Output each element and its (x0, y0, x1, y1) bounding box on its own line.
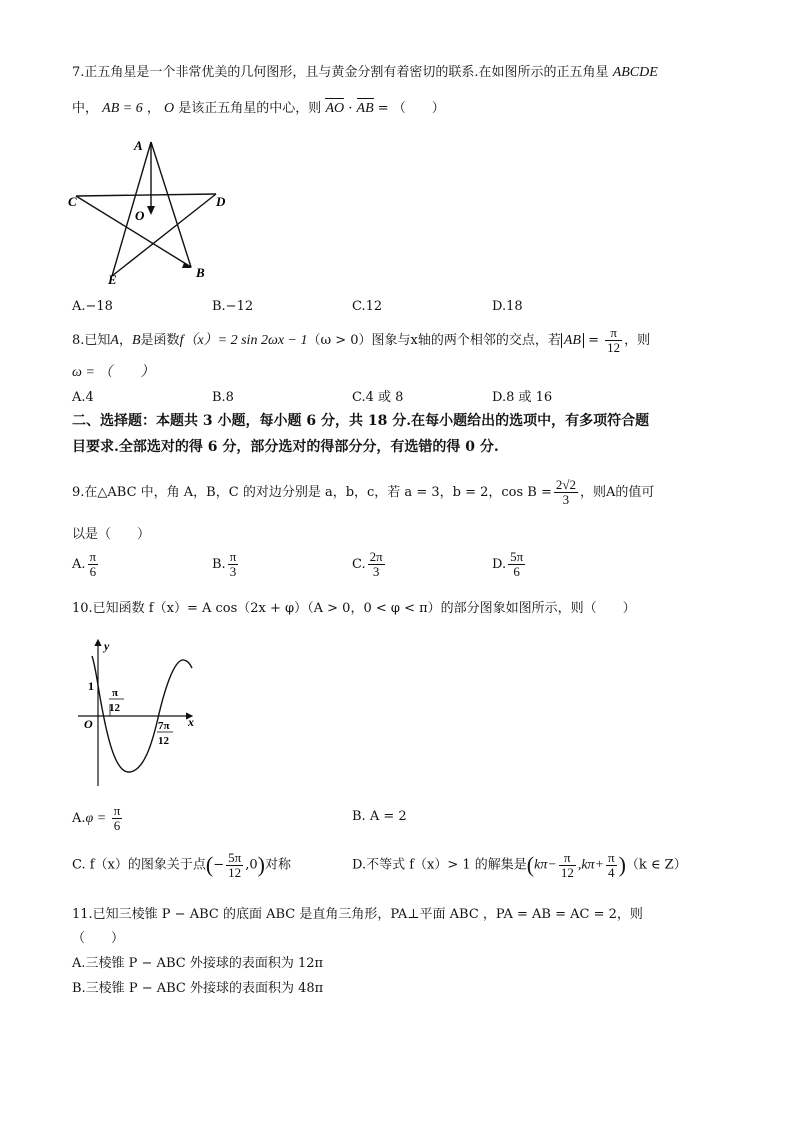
q10-optC-lparen: ( (205, 852, 214, 877)
q9-option-c[interactable] (352, 550, 387, 579)
q8-fraction (605, 326, 622, 355)
graph-label-seven-pi: 7π (158, 720, 170, 732)
q9-d-den: 6 (508, 564, 525, 579)
q10-optA-num: π (113, 803, 121, 818)
q9-option-a-frac (88, 550, 99, 579)
q9-b-num: π (229, 549, 237, 564)
q10-optA-var: φ = (85, 811, 110, 826)
q11-option-b[interactable]: B.三棱锥 P − ABC 外接球的表面积为 48π (72, 981, 324, 996)
label-c: C (68, 194, 77, 209)
q10-optA-den: 6 (112, 818, 123, 833)
section2-heading-line2: 目要求.全部选对的得 6 分，部分选对的得部分分，有选错的得 0 分. (72, 439, 499, 455)
label-o: O (135, 208, 145, 223)
q10-optD-frac1 (559, 851, 576, 880)
q9-option-c-frac (368, 550, 385, 579)
q10-optA-frac (112, 804, 123, 833)
q9-frac-num: 2√2 (555, 477, 576, 492)
label-b: B (196, 265, 205, 280)
q11-line1: 11.已知三棱锥 P − ABC 的底面 ABC 是直角三角形，PA⊥平面 ABC ，PA = AB = AC = 2，则 (72, 907, 643, 922)
q10-optD-k1: kπ− (534, 857, 557, 873)
q9-option-b-label: B. (212, 557, 226, 572)
q10-optD-k2: ,kπ+ (577, 857, 604, 873)
q7-option-d[interactable]: D.18 (492, 299, 523, 314)
q7-o: O (164, 101, 175, 116)
q7-line2 (72, 100, 445, 118)
q9-a-den: 6 (88, 564, 99, 579)
q8-frac-den: 12 (607, 340, 621, 355)
q10-optC-den: 12 (226, 865, 243, 880)
q9-option-d[interactable] (492, 550, 527, 579)
q8-option-d[interactable]: D.8 或 16 (492, 390, 553, 405)
q8-omega-eq: ω = （ ） (72, 365, 155, 380)
graph-label-y: y (104, 639, 110, 653)
q10-optD-den2: 4 (606, 865, 617, 880)
q8-eq: = (583, 333, 604, 348)
q8-option-c[interactable]: C.4 或 8 (352, 390, 404, 405)
graph-label-twelve: 12 (109, 702, 120, 714)
graph-label-pi: π (112, 687, 119, 699)
q8-option-a[interactable]: A.4 (72, 390, 94, 405)
q10-optC-minus: − (213, 857, 225, 873)
q7-text: 7.正五角星是一个非常优美的几何图形，且与黄金分割有着密切的联系.在如图所示的正五角星 (72, 65, 609, 80)
graph-label-origin: O (84, 717, 93, 731)
cosine-curve (92, 656, 192, 772)
q8-sep: ， (118, 333, 132, 348)
q9-c-num: 2π (369, 549, 383, 564)
q8-frac-num: π (610, 325, 617, 340)
q7-sep: ， (146, 101, 160, 116)
q8-mid1: 是函数 (140, 333, 180, 348)
q10-optC-zero: ,0 (245, 857, 258, 873)
q9-option-a[interactable] (72, 550, 100, 579)
q8-option-b[interactable]: B.8 (212, 390, 234, 405)
q10-optD-end: （k ∈ Z） (625, 857, 687, 873)
q9-fraction (554, 478, 578, 507)
q9-frac-den: 3 (554, 492, 578, 507)
pentagram-figure (68, 134, 238, 284)
q7-option-a[interactable]: A.−18 (72, 299, 113, 314)
q11-option-a[interactable]: A.三棱锥 P − ABC 外接球的表面积为 12π (72, 956, 324, 971)
q9-end: ，则A的值可 (580, 485, 655, 500)
q7-line2-mid: 是该正五角星的中心，则 (178, 101, 322, 116)
q10-optC-pre: C. f（x）的图象关于点 (72, 857, 206, 873)
q9-c-den: 3 (368, 564, 385, 579)
q7-dot: · (348, 101, 357, 116)
label-a: A (134, 138, 143, 153)
q10-optD-rparen: ) (618, 852, 626, 877)
q10-optD-den1: 12 (560, 864, 574, 880)
q7-option-c[interactable]: C.12 (352, 299, 383, 314)
q10-optD-num2: π (608, 849, 615, 865)
q7-star-name: ABCDE (612, 65, 658, 80)
q7-option-b[interactable]: B.−12 (212, 299, 254, 314)
q9-option-b[interactable] (212, 550, 240, 579)
q9-line2: 以是（ ） (72, 527, 151, 542)
q9-a-num: π (89, 549, 97, 564)
q7-line2-end: = （ ） (377, 101, 445, 116)
cosine-graph (70, 632, 200, 790)
q10-optD-num1: π (564, 849, 571, 865)
q9-option-d-frac (508, 550, 525, 579)
q10-optC-rparen: ) (257, 852, 265, 877)
q8-condition: （ω > 0） (307, 333, 372, 348)
q9-pre: 9.在△ABC 中，角 A，B，C 的对边分别是 a，b，c，若 a = 3，b = 2，cos B = (72, 485, 552, 500)
q7-vector-ab: AB (356, 101, 374, 116)
q10-optC-num: 5π (228, 849, 242, 865)
graph-label-one: 1 (88, 679, 94, 693)
q9-option-a-label: A. (72, 557, 86, 572)
q7-line1 (72, 64, 658, 82)
q8-a: A (110, 333, 119, 348)
q10-optD-lparen: ( (526, 852, 535, 877)
star-edge-ab (151, 142, 191, 267)
q10-optC-end: 对称 (264, 857, 291, 873)
star-edge-cd (76, 194, 216, 196)
q10-optC-frac (226, 851, 243, 880)
q7-ab-eq: AB = 6 (102, 101, 143, 116)
q10-line1: 10.已知函数 f（x）= A cos（2x + φ）（A > 0，0 < φ < π）的部分图象如图所示，则（ ） (72, 601, 636, 616)
vector-ao-arrowhead (147, 206, 155, 215)
q10-option-d[interactable] (352, 848, 687, 883)
label-e: E (108, 272, 117, 284)
q8-mid2: 图象与x轴的两个相邻的交点，若 (371, 333, 561, 348)
q10-option-b[interactable]: B. A = 2 (352, 809, 407, 824)
q8-pre: 8.已知 (72, 333, 111, 348)
q10-optA-pre: A. (72, 811, 86, 826)
q9-option-d-label: D. (492, 557, 507, 572)
q8-line1 (72, 326, 650, 355)
graph-label-twelve-2: 12 (158, 735, 169, 747)
q8-end: ，则 (624, 333, 651, 348)
q11-line2: （ ） (72, 931, 125, 946)
graph-label-x: x (188, 715, 194, 729)
star-edge-de (112, 194, 216, 276)
star-edge-cb (76, 196, 191, 267)
q9-option-b-frac (228, 550, 239, 579)
q7-line2-pre: 中， (72, 101, 99, 116)
q9-option-c-label: C. (352, 557, 366, 572)
q10-optD-pre: D.不等式 f（x）> 1 的解集是 (352, 857, 527, 873)
section2-heading-line1: 二、选择题：本题共 3 小题，每小题 6 分，共 18 分.在每小题给出的选项中，有多项符合题 (72, 413, 650, 429)
q7-vector-ao: AO (325, 101, 345, 116)
q10-option-a[interactable] (72, 802, 124, 836)
label-d: D (216, 194, 226, 209)
q8-b: B (131, 333, 141, 348)
q8-line2 (72, 364, 154, 382)
q9-line1 (72, 476, 654, 510)
q8-abs-ab: AB (561, 333, 584, 348)
q8-function: f（x）= 2 sin 2ωx − 1 (179, 333, 308, 348)
q9-b-den: 3 (228, 564, 239, 579)
q9-d-num: 5π (510, 549, 524, 564)
q10-option-c[interactable] (72, 848, 291, 883)
q10-optD-frac2 (606, 851, 617, 880)
star-edge-ae (112, 142, 151, 276)
